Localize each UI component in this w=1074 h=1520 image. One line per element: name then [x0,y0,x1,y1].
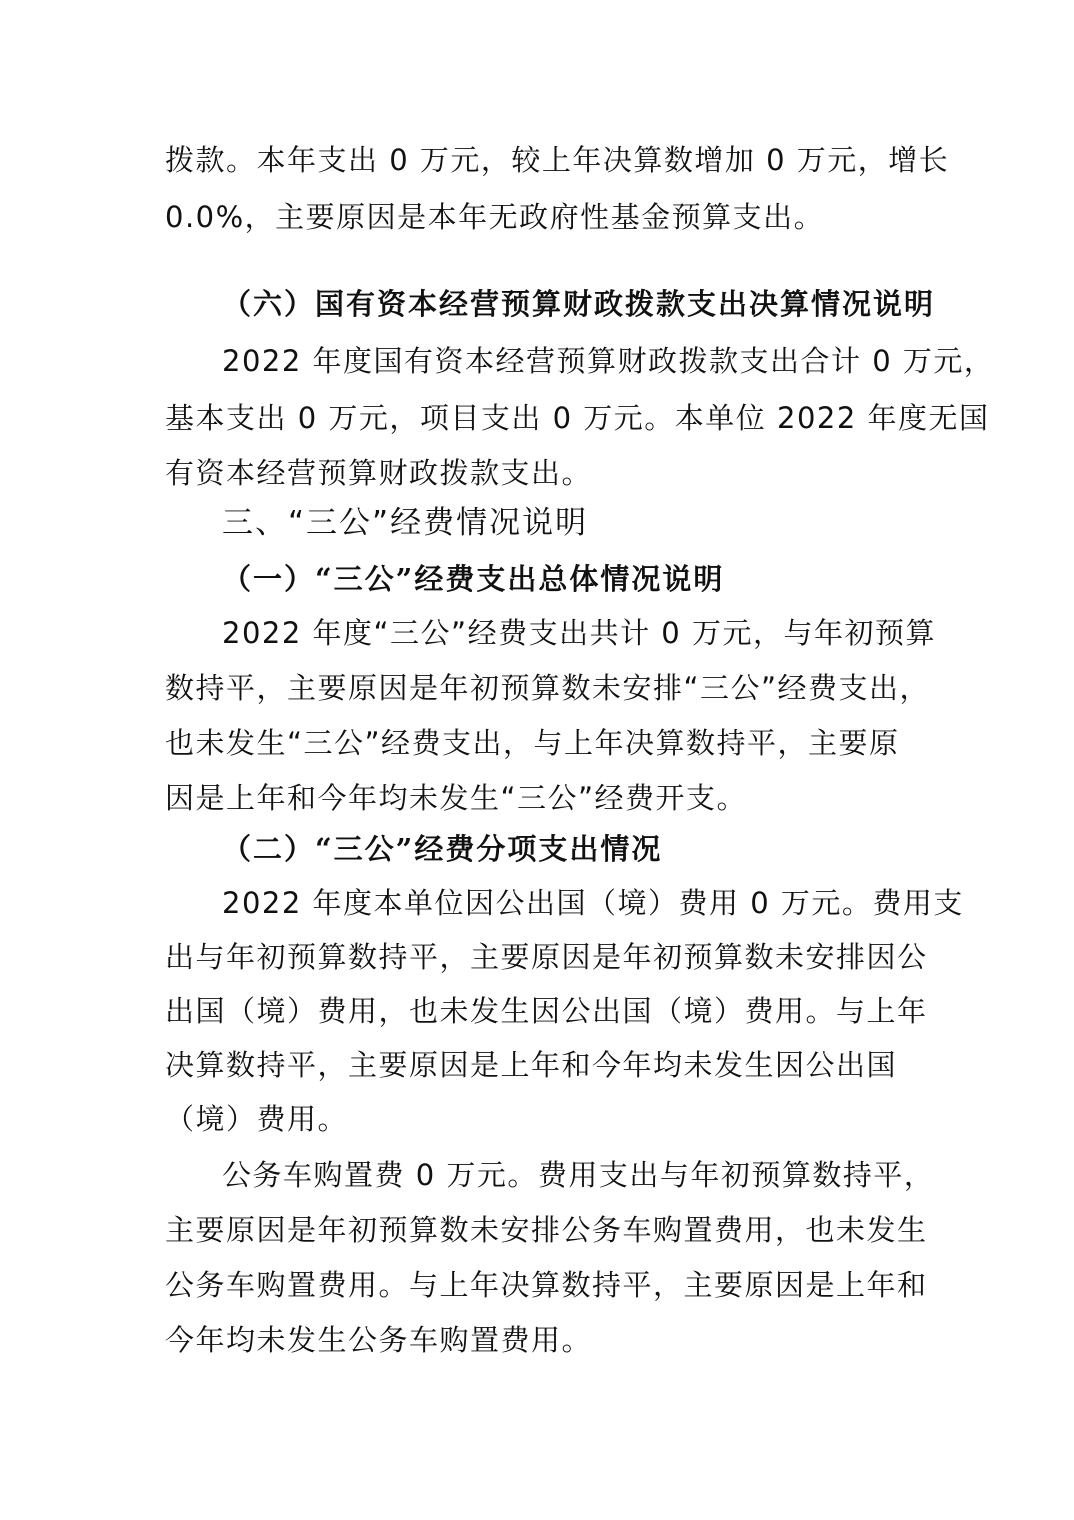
paragraph-line: 公务车购置费用。与上年决算数持平，主要原因是上年和 [165,1268,928,1302]
paragraph-line: 0.0%，主要原因是本年无政府性基金预算支出。 [165,200,825,234]
section-heading: 三、“三公”经费情况说明 [222,505,589,541]
paragraph-line: 决算数持平，主要原因是上年和今年均未发生因公出国 [165,1048,898,1082]
paragraph-line: 出与年初预算数持平，主要原因是年初预算数未安排因公 [165,940,928,974]
paragraph-line: 数持平，主要原因是年初预算数未安排“三公”经费支出， [165,671,931,705]
paragraph-line: 2022 年度国有资本经营预算财政拨款支出合计 0 万元， [222,344,995,378]
paragraph-line: 也未发生“三公”经费支出，与上年决算数持平，主要原 [165,726,900,760]
paragraph-line: 2022 年度本单位因公出国（境）费用 0 万元。费用支 [222,886,964,920]
paragraph-line: 因是上年和今年均未发生“三公”经费开支。 [165,781,748,815]
paragraph-line: （境）费用。 [165,1102,349,1136]
subsection-heading: （二）“三公”经费分项支出情况 [222,832,663,866]
subsection-heading: （六）国有资本经营预算财政拨款支出决算情况说明 [222,287,936,321]
paragraph-line: 出国（境）费用，也未发生因公出国（境）费用。与上年 [165,994,928,1028]
paragraph-line: 拨款。本年支出 0 万元，较上年决算数增加 0 万元，增长 [165,143,950,177]
paragraph-line: 有资本经营预算财政拨款支出。 [165,456,593,490]
paragraph-line: 公务车购置费 0 万元。费用支出与年初预算数持平， [222,1158,935,1192]
subsection-heading: （一）“三公”经费支出总体情况说明 [222,562,725,596]
paragraph-line: 今年均未发生公务车购置费用。 [165,1323,593,1357]
paragraph-line: 2022 年度“三公”经费支出共计 0 万元，与年初预算 [222,616,936,650]
paragraph-line: 主要原因是年初预算数未安排公务车购置费用，也未发生 [165,1213,928,1247]
paragraph-line: 基本支出 0 万元，项目支出 0 万元。本单位 2022 年度无国 [165,401,990,435]
